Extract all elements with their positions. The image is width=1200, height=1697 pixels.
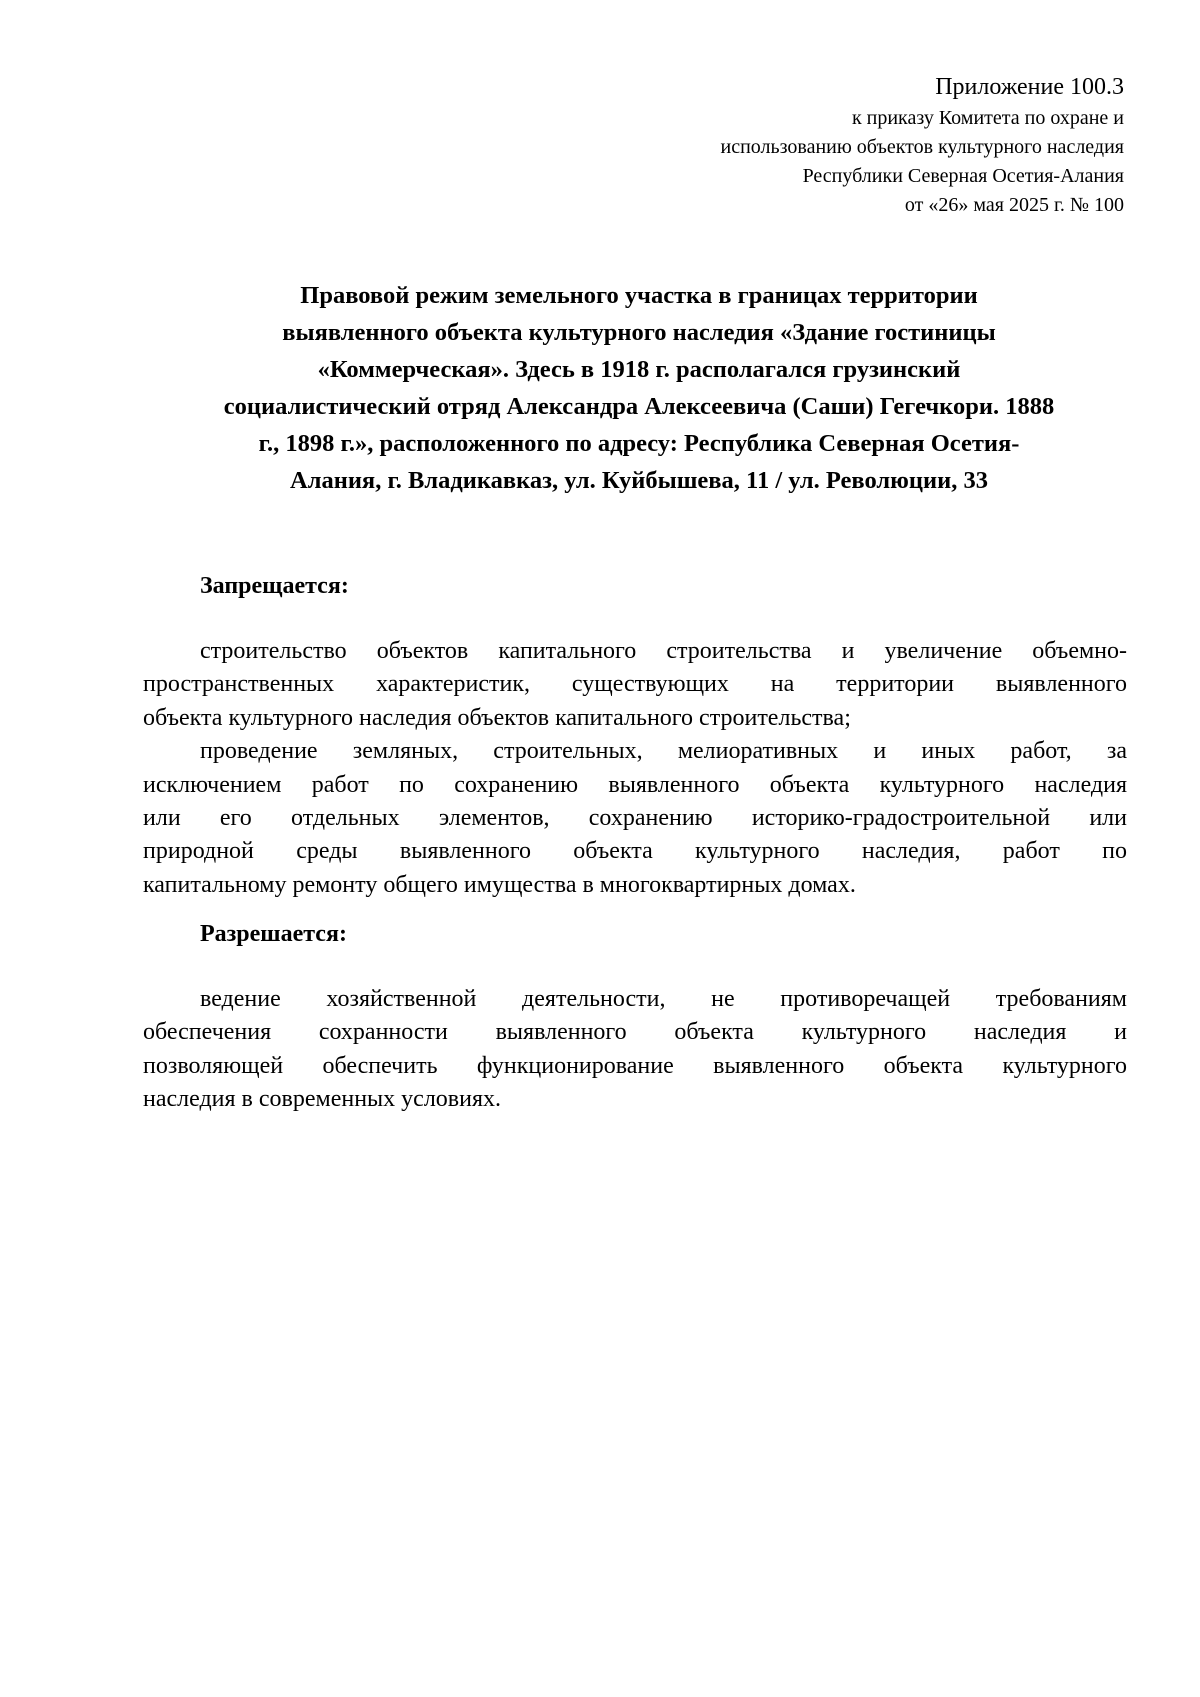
- paragraph-line: ведение хозяйственной деятельности, не противоречащей требованиям: [200, 986, 1127, 1012]
- title-line: социалистический отряд Александра Алексеевича (Саши) Гегечкори. 1888: [223, 393, 1055, 420]
- paragraph-line: капитальному ремонту общего имущества в многоквартирных домах.: [143, 871, 856, 898]
- prohibited-paragraph-construction: [143, 635, 1127, 735]
- paragraph-line: объекта культурного наследия объектов капитального строительства;: [143, 704, 851, 731]
- document-title: [150, 277, 1128, 499]
- appendix-number: Приложение 100.3: [935, 74, 1124, 100]
- paragraph-line: проведение земляных, строительных, мелиоративных и иных работ, за: [200, 738, 1127, 765]
- allowed-section-body: [143, 983, 1127, 1117]
- paragraph-line: обеспечения сохранности выявленного объекта культурного наследия и: [143, 1019, 1127, 1046]
- title-line: г., 1898 г.», расположенного по адресу: Республика Северная Осетия-: [258, 430, 1020, 457]
- paragraph-line: наследия в современных условиях.: [143, 1086, 502, 1113]
- title-line: Правовой режим земельного участка в границах территории: [300, 282, 978, 309]
- prohibited-paragraph-works: [143, 735, 1127, 902]
- prohibited-section-body: [143, 635, 1127, 902]
- order-reference-line: Республики Северная Осетия-Алания: [802, 165, 1124, 187]
- allowed-heading: Разрешается:: [200, 921, 347, 947]
- order-reference-line: использованию объектов культурного наследия: [720, 136, 1124, 158]
- title-line: выявленного объекта культурного наследия «Здание гостиницы: [282, 319, 996, 346]
- order-date-line: от «26» мая 2025 г. № 100: [904, 194, 1124, 216]
- title-line: Алания, г. Владикавказ, ул. Куйбышева, 11 / ул. Революции, 33: [290, 467, 988, 494]
- prohibited-heading: Запрещается:: [200, 573, 349, 599]
- order-reference-line: к приказу Комитета по охране и: [851, 107, 1124, 129]
- paragraph-line: строительство объектов капитального строительства и увеличение объемно-: [200, 638, 1127, 664]
- paragraph-line: пространственных характеристик, существующих на территории выявленного: [143, 671, 1127, 698]
- appendix-header: [564, 70, 1124, 220]
- title-line: «Коммерческая». Здесь в 1918 г. располагался грузинский: [317, 356, 961, 383]
- paragraph-line: позволяющей обеспечить функционирование выявленного объекта культурного: [143, 1052, 1127, 1079]
- allowed-paragraph-economic-activity: [143, 983, 1127, 1117]
- paragraph-line: или его отдельных элементов, сохранению историко-градостроительной или: [143, 805, 1127, 832]
- paragraph-line: природной среды выявленного объекта культурного наследия, работ по: [143, 838, 1127, 865]
- paragraph-line: исключением работ по сохранению выявленного объекта культурного наследия: [143, 771, 1127, 798]
